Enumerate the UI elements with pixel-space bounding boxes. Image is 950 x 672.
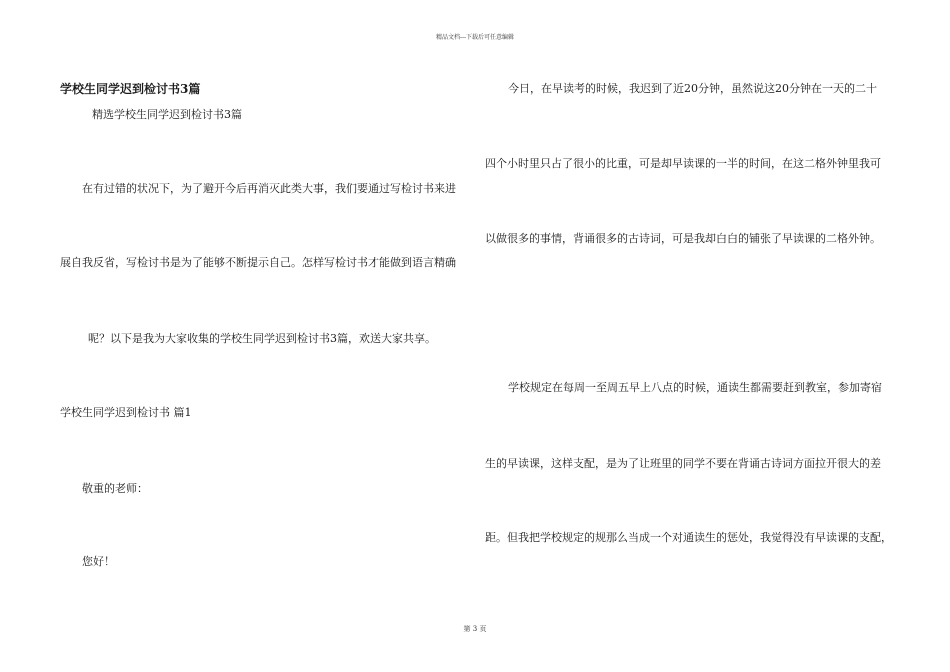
- body-line-6: 距。但我把学校规定的规那么当成一个对通读生的惩处，我觉得没有早读课的支配，: [485, 531, 892, 544]
- document-subtitle: 精选学校生同学迟到检讨书3篇: [92, 108, 242, 121]
- intro-line-3: 呢？以下是我为大家收集的学校生同学迟到检讨书3篇，欢送大家共享。: [88, 332, 436, 345]
- page-header: 精品文档---下载后可任意编辑: [435, 34, 515, 41]
- intro-line-2: 展自我反省，写检讨书是为了能够不断提示自己。怎样写检讨书才能做到语言精确: [60, 256, 456, 269]
- salutation: 敬重的老师：: [82, 482, 148, 495]
- greeting: 您好！: [82, 555, 115, 568]
- body-line-1: 今日，在早读考的时候，我迟到了近20分钟，虽然说这20分钟在一天的二十: [508, 82, 877, 95]
- page-number: 第 3 页: [463, 625, 487, 633]
- body-line-2: 四个小时里只占了很小的比重，可是却早读课的一半的时间，在这二格外钟里我可: [485, 157, 881, 170]
- section-heading: 学校生同学迟到检讨书 篇1: [60, 406, 192, 419]
- body-line-5: 生的早读课，这样支配，是为了让班里的同学不要在背诵古诗词方面拉开很大的差: [485, 457, 881, 470]
- intro-line-1: 在有过错的状况下，为了避开今后再消灭此类大事，我们要通过写检讨书来进: [82, 182, 456, 195]
- body-line-4: 学校规定在每周一至周五早上八点的时候，通读生都需要赶到教室，参加寄宿: [508, 381, 882, 394]
- document-title: 学校生同学迟到检讨书3篇: [60, 82, 201, 96]
- body-line-3: 以做很多的事情，背诵很多的古诗词，可是我却白白的铺张了早读课的二格外钟。: [485, 232, 881, 245]
